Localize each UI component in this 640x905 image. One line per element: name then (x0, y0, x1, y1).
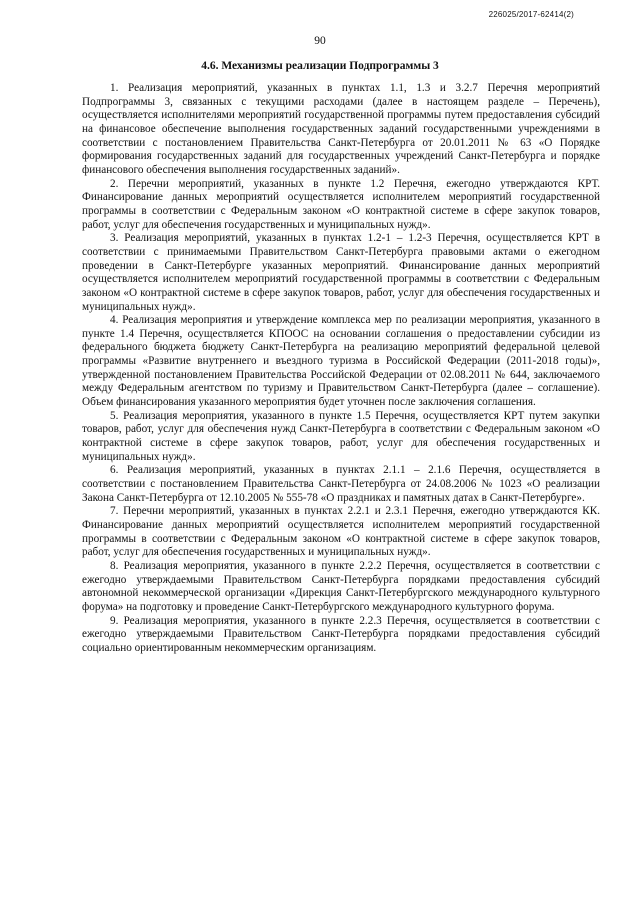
paragraph-7: 7. Перечни мероприятий, указанных в пунктах 2.2.1 и 2.3.1 Перечня, ежегодно утверждаются КК. Финансирование данных мероприятий осуществляется исполнителем мероприятий государственной программы в соответствии с Федеральным законом «О контрактной системе в сфере закупок товаров, работ, услуг для обеспечения государственных и муниципальных нужд». (82, 505, 600, 559)
section-title: 4.6. Механизмы реализации Подпрограммы 3 (201, 60, 439, 72)
paragraph-5: 5. Реализация мероприятия, указанного в пункте 1.5 Перечня, осуществляется КРТ путем закупки товаров, работ, услуг для обеспечения нужд Санкт-Петербурга в соответствии с Федеральным законом «О контрактной системе в сфере закупок товаров, работ, услуг для обеспечения государственных и муниципальных нужд». (82, 409, 600, 463)
paragraph-9: 9. Реализация мероприятия, указанного в пункте 2.2.3 Перечня, осуществляется в соответствии с ежегодно утверждаемыми Правительством Санкт-Петербурга порядками предоставления субсидий социально ориентированным некоммерческим организациям. (82, 614, 600, 654)
paragraph-1: 1. Реализация мероприятий, указанных в пунктах 1.1, 1.3 и 3.2.7 Перечня мероприятий Подпрограммы 3, связанных с текущими расходами (далее в настоящем разделе – Перечень), осуществляется исполнителями мероприятий государственной программы путем предоставления субсидий на финансовое обеспечение выполнения государственных заданий государственными учреждениями в соответствии с постановлением Правительства Санкт-Петербурга от 20.01.2011 № 63 «О Порядке формирования государственных заданий для государственных учреждений Санкт-Петербурга и порядке финансового обеспечения выполнения государственных заданий». (82, 82, 600, 176)
paragraph-6: 6. Реализация мероприятий, указанных в пунктах 2.1.1 – 2.1.6 Перечня, осуществляется в соответствии с постановлением Правительства Санкт-Петербурга от 24.08.2006 № 1023 «О реализации Закона Санкт-Петербурга от 12.10.2005 № 555-78 «О праздниках и памятных датах в Санкт-Петербурге». (82, 464, 600, 504)
page-number: 90 (314, 35, 326, 47)
paragraph-4: 4. Реализация мероприятия и утверждение комплекса мер по реализации мероприятия, указанного в пункте 1.4 Перечня, осуществляется КПООС на основании соглашения о предоставлении субсидии из федерального бюджета бюджету Санкт-Петербурга на реализацию мероприятий федеральной целевой программы «Развитие внутреннего и въездного туризма в Российской Федерации (2011-2018 годы)», утвержденной постановлением Правительства Российской Федерации от 02.08.2011 № 644, заключаемого между Федеральным агентством по туризму и Правительством Санкт-Петербурга (далее – соглашение). Объем финансирования указанного мероприятия будет уточнен после заключения соглашения. (82, 314, 600, 409)
paragraph-8: 8. Реализация мероприятия, указанного в пункте 2.2.2 Перечня, осуществляется в соответствии с ежегодно утверждаемыми Правительством Санкт-Петербурга порядками предоставления субсидий автономной некоммерческой организации «Дирекция Санкт-Петербургского международного культурного форума» на подготовку и проведение Санкт-Петербургского международного культурного форума. (82, 559, 600, 613)
document-body (82, 82, 600, 656)
paragraph-3: 3. Реализация мероприятий, указанных в пунктах 1.2-1 – 1.2-3 Перечня, осуществляется КРТ в соответствии с принимаемыми Правительством Санкт-Петербурга правовыми актами о ежегодном проведении в Санкт-Петербурге указанных мероприятий. Финансирование данных мероприятий осуществляется исполнителем мероприятий государственной программы в соответствии с Федеральным законом «О контрактной системе в сфере закупок товаров, работ, услуг для обеспечения государственных и муниципальных нужд». (82, 232, 600, 313)
paragraph-2: 2. Перечни мероприятий, указанных в пункте 1.2 Перечня, ежегодно утверждаются КРТ. Финансирование данных мероприятий осуществляется исполнителем мероприятий государственной программы в соответствии с Федеральным законом «О контрактной системе в сфере закупок товаров, работ, услуг для обеспечения государственных и муниципальных нужд». (82, 177, 600, 231)
document-id: 226025/2017-62414(2) (488, 10, 574, 19)
